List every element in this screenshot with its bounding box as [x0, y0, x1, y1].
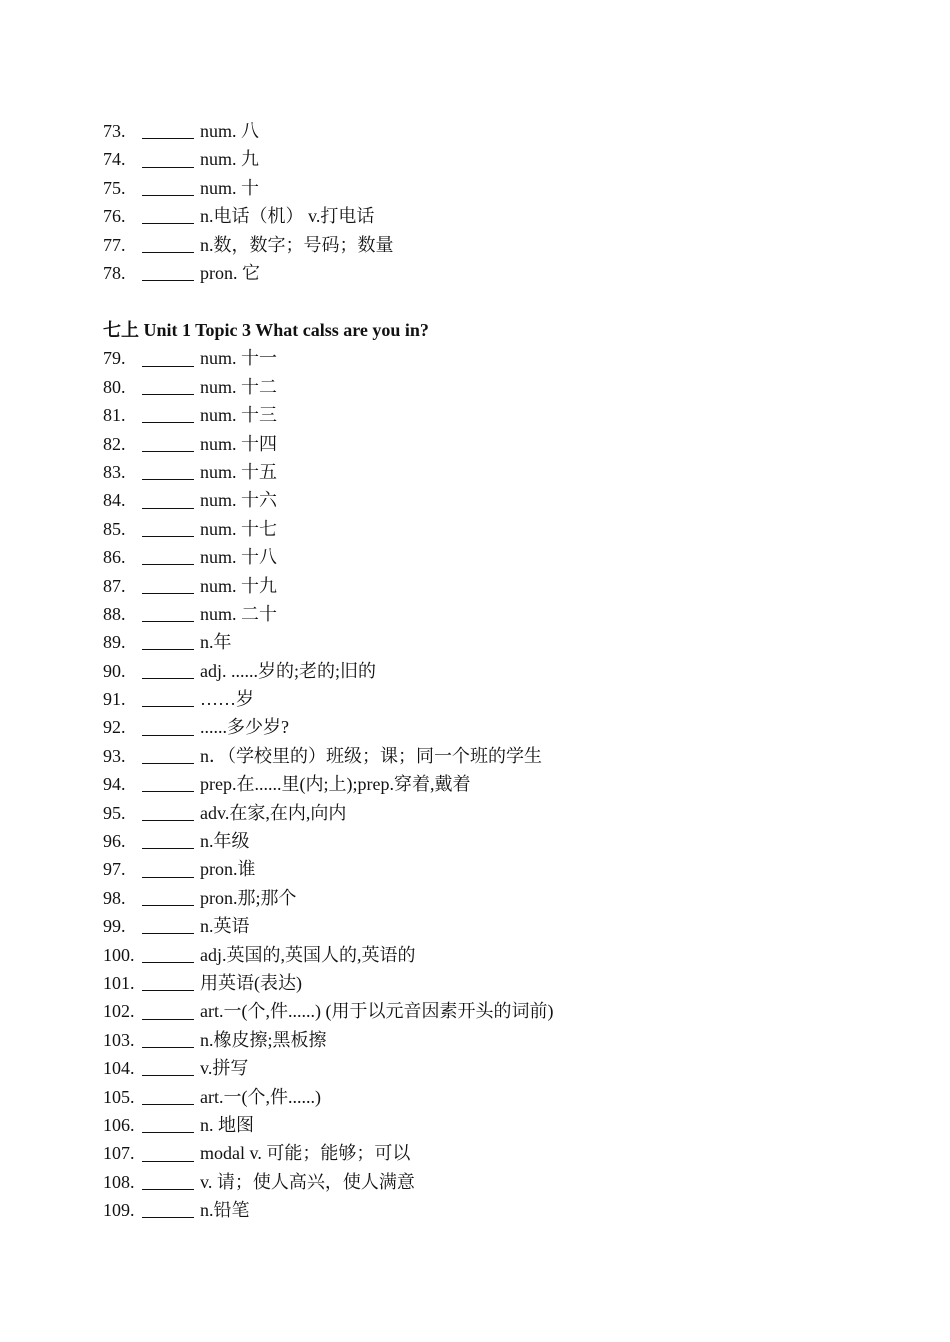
item-number: 73. — [103, 121, 126, 141]
item-number: 93. — [103, 745, 126, 766]
answer-blank — [142, 450, 194, 452]
vocab-list-topic3 — [103, 344, 553, 1224]
item-number: 90. — [103, 660, 126, 681]
item-definition: v.拼写 — [200, 1058, 249, 1079]
answer-blank — [142, 705, 194, 707]
item-definition: pron. 它 — [200, 262, 260, 283]
answer-blank — [142, 137, 194, 139]
item-definition: num. 十七 — [200, 518, 278, 539]
answer-blank — [142, 1131, 194, 1133]
item-definition: v. 请；使人高兴，使人满意 — [200, 1171, 415, 1192]
vocab-item — [103, 174, 394, 202]
vocab-item — [103, 770, 553, 798]
item-definition: n.数，数字；号码；数量 — [200, 234, 394, 255]
item-number: 75. — [103, 177, 126, 198]
answer-blank — [142, 1103, 194, 1105]
vocab-item — [103, 912, 553, 940]
item-definition: adv.在家,在内,向内 — [200, 802, 347, 823]
item-definition: num. 十九 — [200, 575, 278, 596]
item-definition: ......多少岁? — [200, 717, 289, 738]
item-definition: adj.英国的,英国人的,英语的 — [200, 944, 416, 965]
answer-blank — [142, 194, 194, 196]
answer-blank — [142, 904, 194, 906]
item-number: 89. — [103, 632, 126, 653]
vocab-item — [103, 486, 553, 514]
answer-blank — [142, 961, 194, 963]
vocab-item — [103, 855, 553, 883]
item-definition: n. 地图 — [200, 1114, 254, 1135]
item-definition: prep.在......里(内;上);prep.穿着,戴着 — [200, 774, 471, 795]
item-number: 99. — [103, 916, 126, 937]
item-number: 74. — [103, 149, 126, 170]
answer-blank — [142, 876, 194, 878]
vocab-item — [103, 572, 553, 600]
item-definition: adj. ......岁的;老的;旧的 — [200, 660, 376, 681]
item-number: 83. — [103, 461, 126, 482]
item-number: 104. — [103, 1058, 135, 1079]
vocab-item — [103, 600, 553, 628]
vocab-item — [103, 117, 394, 145]
item-definition: num. 十一 — [200, 348, 278, 369]
answer-blank — [142, 393, 194, 395]
item-number: 92. — [103, 717, 126, 738]
item-definition: n.电话（机） v.打电话 — [200, 206, 375, 227]
item-definition: num. 十 — [200, 177, 260, 198]
item-number: 106. — [103, 1114, 135, 1135]
answer-blank — [142, 535, 194, 537]
vocab-item — [103, 430, 553, 458]
item-number: 86. — [103, 547, 126, 568]
item-definition: n.橡皮擦;黑板擦 — [200, 1029, 327, 1050]
answer-blank — [142, 762, 194, 764]
answer-blank — [142, 279, 194, 281]
item-definition: pron.谁 — [200, 859, 256, 880]
item-number: 85. — [103, 518, 126, 539]
item-number: 100. — [103, 944, 135, 965]
item-definition: num. 十六 — [200, 490, 278, 511]
item-definition: n.英语 — [200, 916, 250, 937]
item-number: 87. — [103, 575, 126, 596]
vocab-item — [103, 1168, 553, 1196]
vocab-item — [103, 1139, 553, 1167]
item-definition: n．（学校里的）班级；课；同一个班的学生 — [200, 745, 542, 766]
answer-blank — [142, 989, 194, 991]
vocab-list-topic2 — [103, 117, 394, 287]
vocab-item — [103, 145, 394, 173]
vocab-item — [103, 458, 553, 486]
item-definition: ……岁 — [200, 689, 254, 710]
item-definition: 用英语(表达) — [200, 972, 302, 993]
item-definition: modal v. 可能；能够；可以 — [200, 1143, 411, 1164]
answer-blank — [142, 648, 194, 650]
item-number: 105. — [103, 1086, 135, 1107]
answer-blank — [142, 734, 194, 736]
item-number: 78. — [103, 262, 126, 283]
item-number: 96. — [103, 831, 126, 852]
item-number: 98. — [103, 887, 126, 908]
vocab-item — [103, 1026, 553, 1054]
vocab-item — [103, 969, 553, 997]
item-definition: num. 九 — [200, 149, 260, 170]
vocab-item — [103, 259, 394, 287]
item-number: 97. — [103, 859, 126, 880]
vocab-item — [103, 1111, 553, 1139]
item-definition: num. 十三 — [200, 405, 278, 426]
vocab-item — [103, 202, 394, 230]
item-number: 108. — [103, 1171, 135, 1192]
item-definition: num. 十八 — [200, 547, 278, 568]
item-number: 101. — [103, 972, 135, 993]
vocab-item — [103, 884, 553, 912]
vocab-item — [103, 997, 553, 1025]
item-number: 79. — [103, 348, 126, 369]
vocab-item — [103, 373, 553, 401]
vocab-section-topic3 — [103, 316, 553, 1225]
vocab-item — [103, 1054, 553, 1082]
answer-blank — [142, 1188, 194, 1190]
item-definition: num. 八 — [200, 121, 260, 141]
item-number: 107. — [103, 1143, 135, 1164]
vocab-item — [103, 344, 553, 372]
vocab-item — [103, 515, 553, 543]
vocab-item — [103, 401, 553, 429]
item-definition: art.一(个,件......) (用于以元音因素开头的词前) — [200, 1001, 554, 1022]
vocab-item — [103, 742, 553, 770]
item-number: 88. — [103, 603, 126, 624]
answer-blank — [142, 1074, 194, 1076]
answer-blank — [142, 1018, 194, 1020]
item-definition: num. 二十 — [200, 603, 278, 624]
item-number: 102. — [103, 1001, 135, 1022]
vocab-item — [103, 1083, 553, 1111]
item-number: 82. — [103, 433, 126, 454]
item-definition: n.铅笔 — [200, 1200, 250, 1221]
answer-blank — [142, 1046, 194, 1048]
item-number: 84. — [103, 490, 126, 511]
section-heading: 七上 Unit 1 Topic 3 What calss are you in? — [103, 320, 429, 340]
answer-blank — [142, 421, 194, 423]
item-number: 103. — [103, 1029, 135, 1050]
answer-blank — [142, 222, 194, 224]
item-number: 94. — [103, 774, 126, 795]
vocab-item — [103, 628, 553, 656]
answer-blank — [142, 592, 194, 594]
item-number: 81. — [103, 405, 126, 426]
vocab-item — [103, 941, 553, 969]
answer-blank — [142, 790, 194, 792]
answer-blank — [142, 563, 194, 565]
item-definition: n.年 — [200, 632, 232, 653]
item-definition: num. 十四 — [200, 433, 278, 454]
answer-blank — [142, 251, 194, 253]
item-definition: n.年级 — [200, 831, 250, 852]
answer-blank — [142, 847, 194, 849]
answer-blank — [142, 1216, 194, 1218]
vocab-item — [103, 827, 553, 855]
vocab-item — [103, 657, 553, 685]
vocab-item — [103, 713, 553, 741]
item-definition: pron.那;那个 — [200, 887, 297, 908]
item-definition: num. 十五 — [200, 461, 278, 482]
item-number: 76. — [103, 206, 126, 227]
vocab-item — [103, 685, 553, 713]
vocab-item — [103, 799, 553, 827]
item-number: 77. — [103, 234, 126, 255]
answer-blank — [142, 507, 194, 509]
answer-blank — [142, 819, 194, 821]
answer-blank — [142, 1160, 194, 1162]
answer-blank — [142, 365, 194, 367]
vocab-item — [103, 1196, 553, 1224]
item-definition: num. 十二 — [200, 376, 278, 397]
item-number: 109. — [103, 1200, 135, 1221]
item-number: 91. — [103, 689, 126, 710]
answer-blank — [142, 677, 194, 679]
vocab-item — [103, 543, 553, 571]
item-number: 95. — [103, 802, 126, 823]
vocab-item — [103, 231, 394, 259]
item-number: 80. — [103, 376, 126, 397]
item-definition: art.一(个,件......) — [200, 1086, 321, 1107]
answer-blank — [142, 166, 194, 168]
answer-blank — [142, 620, 194, 622]
answer-blank — [142, 478, 194, 480]
answer-blank — [142, 932, 194, 934]
